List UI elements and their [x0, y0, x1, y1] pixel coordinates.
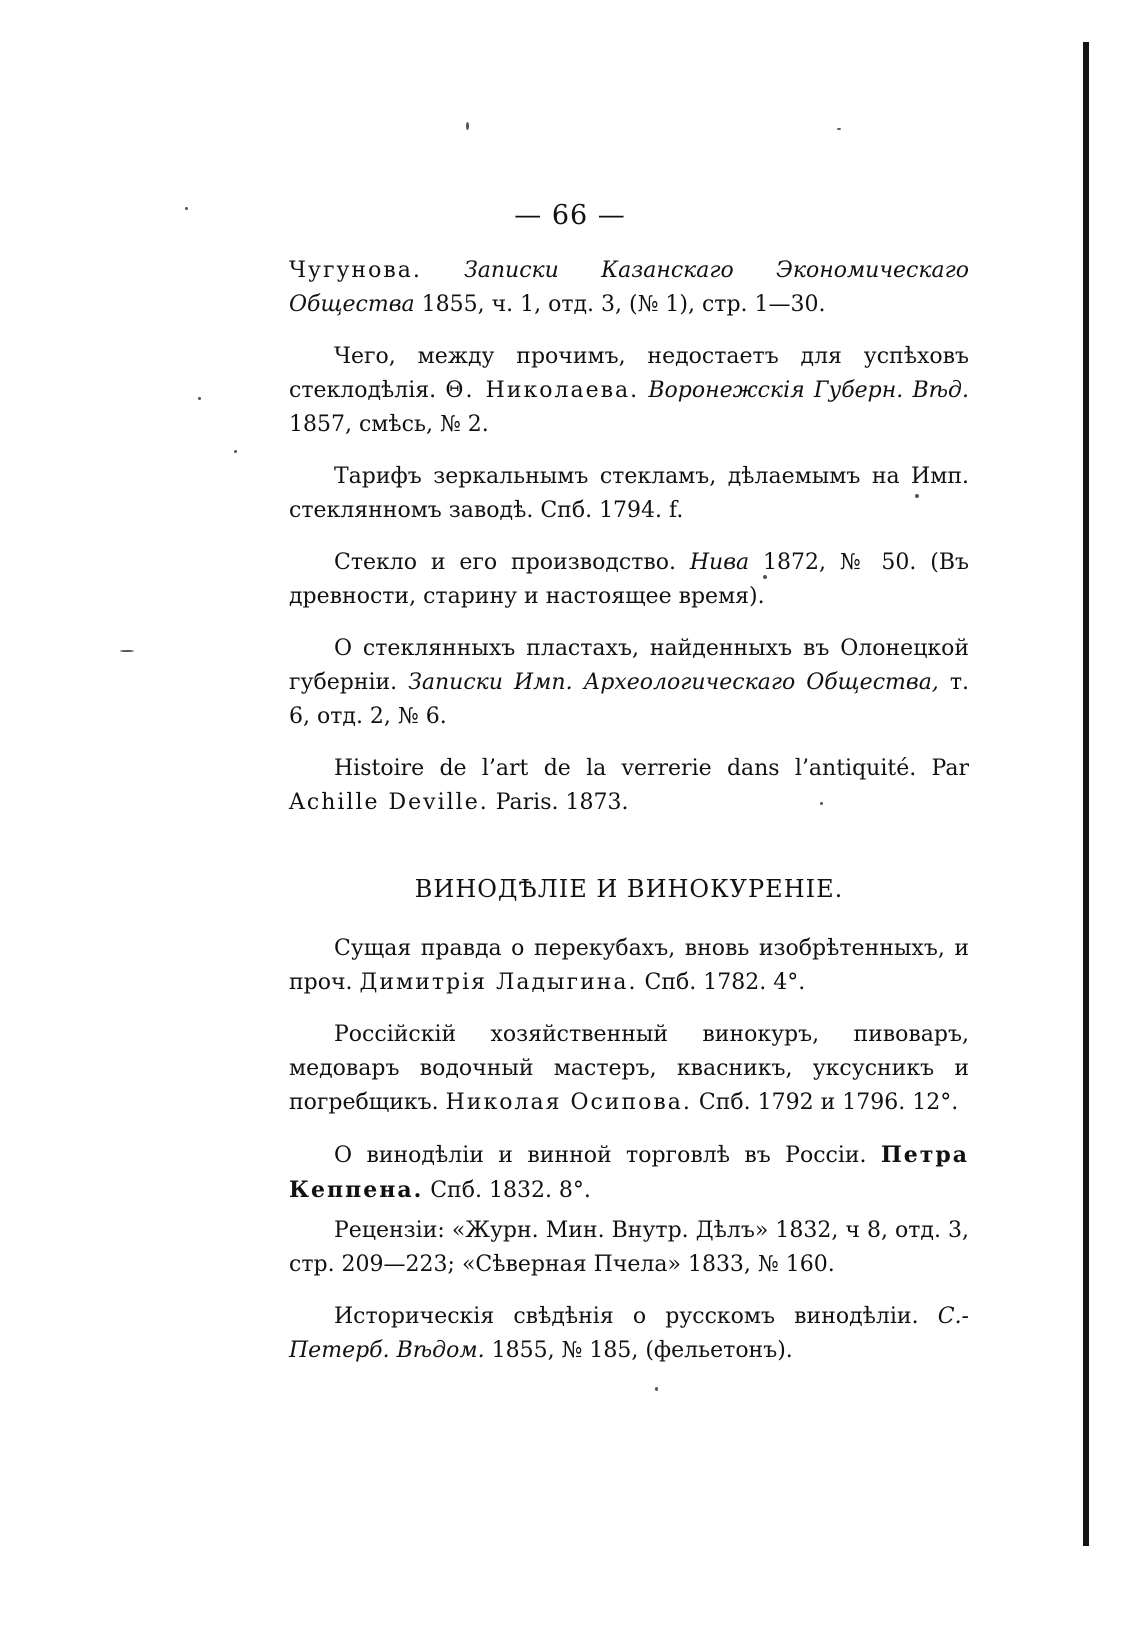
scan-speck — [837, 128, 841, 130]
entry-details: 1857, смѣсь, № 2. — [289, 412, 489, 437]
entry-title: Россійскій хозяйственный винокуръ, пивоваръ, медоваръ водочный мастеръ, квасникъ, уксусникъ и погребщикъ. — [289, 1022, 969, 1115]
bibliography-entry — [289, 1018, 969, 1120]
bibliography-entry — [289, 340, 969, 442]
entry-author: Димитрія Ладыгина. — [359, 970, 638, 995]
scan-speck — [198, 397, 201, 400]
entry-author: Петра Кеппена. — [289, 1142, 969, 1203]
entry-details: Спб. 1792 и 1796. 12°. — [691, 1090, 959, 1115]
bibliography-entry — [289, 254, 969, 322]
section-heading: ВИНОДѢЛІЕ И ВИНОКУРЕНІЕ. — [414, 875, 844, 903]
bibliography-entry-review — [289, 1214, 969, 1282]
entry-text — [422, 258, 464, 283]
entry-journal-title: Воронежскія Губерн. Вѣд. — [639, 378, 969, 403]
scan-speck — [466, 122, 469, 130]
entry-author: Николая Осипова. — [445, 1090, 692, 1115]
scan-speck — [234, 450, 237, 453]
entry-details: т. 6, отд. 2, № 6. — [289, 670, 969, 729]
entry-author: Achille Deville. — [289, 790, 489, 815]
entry-title: О винодѣліи и винной торговлѣ въ Россіи. — [334, 1143, 881, 1168]
entry-title: О стеклянныхъ пластахъ, найденныхъ въ Олонецкой губерніи. — [289, 636, 969, 695]
entry-details: 1855, ч. 1, отд. 3, (№ 1), стр. 1—30. — [414, 292, 826, 317]
entry-title: Тарифъ зеркальнымъ стекламъ, дѣлаемымъ на Имп. стеклянномъ заводѣ. Спб. 1794. f. — [289, 464, 969, 523]
entry-details: Спб. 1832. 8°. — [423, 1178, 591, 1203]
bibliography-entry — [289, 932, 969, 1000]
entry-review-text: Рецензіи: «Журн. Мин. Внутр. Дѣлъ» 1832, ч 8, отд. 3, стр. 209—223; «Сѣверная Пчела» 1833, № 160. — [289, 1218, 969, 1277]
bibliography-entry — [289, 632, 969, 734]
entry-title: Чего, между прочимъ, недостаетъ для успѣховъ стеклодѣлія. — [289, 344, 969, 403]
entry-author: Θ. Николаева. — [445, 378, 640, 403]
entry-title: Историческія свѣдѣнія о русскомъ винодѣліи. — [334, 1304, 938, 1329]
entry-journal-title: Записки Имп. Археологическаго Общества, — [408, 670, 939, 695]
bibliography-entry — [289, 1300, 969, 1368]
page-edge-shadow — [1083, 42, 1089, 1546]
bibliography-entry — [289, 1138, 969, 1208]
scan-speck — [655, 1387, 658, 1391]
entry-author: Чугунова. — [289, 258, 422, 283]
entry-title: Стекло и его производство. — [334, 550, 690, 575]
entry-journal-title: Записки Казанскаго Экономическаго Общества — [289, 258, 969, 317]
bibliography-list — [289, 254, 969, 1386]
entry-journal-title: Нива — [689, 550, 750, 575]
entry-journal-title: С.-Петерб. Вѣдом. — [289, 1304, 969, 1363]
entry-details: Спб. 1782. 4°. — [637, 970, 806, 995]
entry-title: Сущая правда о перекубахъ, вновь изобрѣтенныхъ, и проч. — [289, 936, 969, 995]
page-number: — 66 — — [514, 200, 626, 231]
entry-details: Paris. 1873. — [488, 790, 629, 815]
entry-details: 1872, № 50. (Въ древности, старину и настоящее время). — [289, 550, 969, 609]
bibliography-entry — [289, 460, 969, 528]
entry-details: 1855, № 185, (фельетонъ). — [484, 1338, 793, 1363]
bibliography-entry — [289, 752, 969, 820]
scan-speck — [120, 650, 134, 652]
entry-title: Histoire de l’art de la verrerie dans l’antiquité. Par — [334, 756, 969, 781]
bibliography-entry — [289, 546, 969, 614]
